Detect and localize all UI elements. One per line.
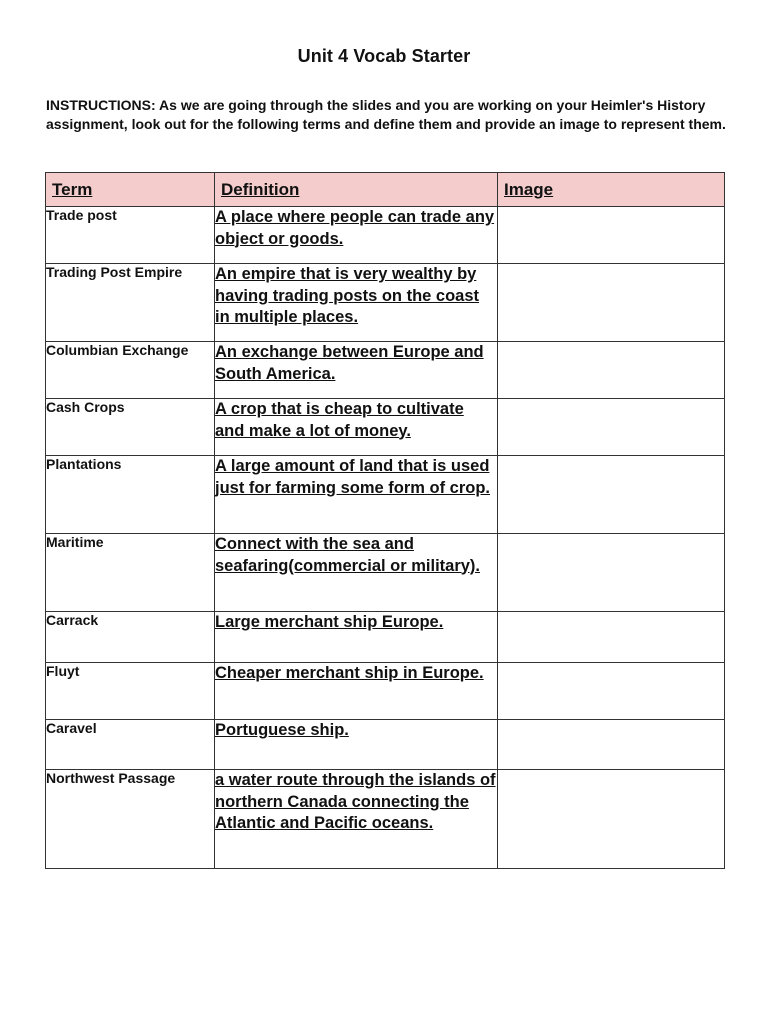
header-image: Image bbox=[498, 173, 725, 207]
image-cell[interactable] bbox=[498, 720, 725, 770]
table-row bbox=[46, 612, 725, 663]
image-cell[interactable] bbox=[498, 456, 725, 534]
image-cell[interactable] bbox=[498, 207, 725, 264]
definition-cell[interactable]: Portuguese ship. bbox=[215, 720, 498, 770]
table-row bbox=[46, 663, 725, 720]
definition-cell[interactable]: A crop that is cheap to cultivate and make a lot of money. bbox=[215, 399, 498, 456]
term-cell: Northwest Passage bbox=[46, 770, 215, 869]
definition-cell[interactable]: A place where people can trade any object or goods. bbox=[215, 207, 498, 264]
table-row bbox=[46, 207, 725, 264]
term-cell: Trade post bbox=[46, 207, 215, 264]
table-row bbox=[46, 534, 725, 612]
term-cell: Carrack bbox=[46, 612, 215, 663]
definition-cell[interactable]: a water route through the islands of northern Canada connecting the Atlantic and Pacific oceans. bbox=[215, 770, 498, 869]
definition-cell[interactable]: Cheaper merchant ship in Europe. bbox=[215, 663, 498, 720]
term-cell: Plantations bbox=[46, 456, 215, 534]
definition-cell[interactable]: An empire that is very wealthy by having trading posts on the coast in multiple places. bbox=[215, 264, 498, 342]
term-cell: Columbian Exchange bbox=[46, 342, 215, 399]
definition-cell[interactable]: A large amount of land that is used just for farming some form of crop. bbox=[215, 456, 498, 534]
table-row bbox=[46, 342, 725, 399]
definition-cell[interactable]: Large merchant ship Europe. bbox=[215, 612, 498, 663]
image-cell[interactable] bbox=[498, 663, 725, 720]
image-cell[interactable] bbox=[498, 612, 725, 663]
image-cell[interactable] bbox=[498, 399, 725, 456]
definition-cell[interactable]: An exchange between Europe and South America. bbox=[215, 342, 498, 399]
term-cell: Maritime bbox=[46, 534, 215, 612]
image-cell[interactable] bbox=[498, 770, 725, 869]
header-term: Term bbox=[46, 173, 215, 207]
table-row bbox=[46, 770, 725, 869]
term-cell: Fluyt bbox=[46, 663, 215, 720]
document-title: Unit 4 Vocab Starter bbox=[297, 46, 471, 66]
table-row bbox=[46, 399, 725, 456]
table-row bbox=[46, 264, 725, 342]
term-cell: Cash Crops bbox=[46, 399, 215, 456]
header-definition: Definition bbox=[215, 173, 498, 207]
image-cell[interactable] bbox=[498, 534, 725, 612]
image-cell[interactable] bbox=[498, 264, 725, 342]
table-row bbox=[46, 456, 725, 534]
instructions-paragraph: INSTRUCTIONS: As we are going through the slides and you are working on your Heimler's History assignment, look out for the following terms and define them and provide an image to represent them. bbox=[46, 97, 726, 132]
vocab-table bbox=[45, 172, 725, 869]
term-cell: Trading Post Empire bbox=[46, 264, 215, 342]
table-header-row bbox=[46, 173, 725, 207]
definition-cell[interactable]: Connect with the sea and seafaring(commercial or military). bbox=[215, 534, 498, 612]
image-cell[interactable] bbox=[498, 342, 725, 399]
term-cell: Caravel bbox=[46, 720, 215, 770]
table-row bbox=[46, 720, 725, 770]
